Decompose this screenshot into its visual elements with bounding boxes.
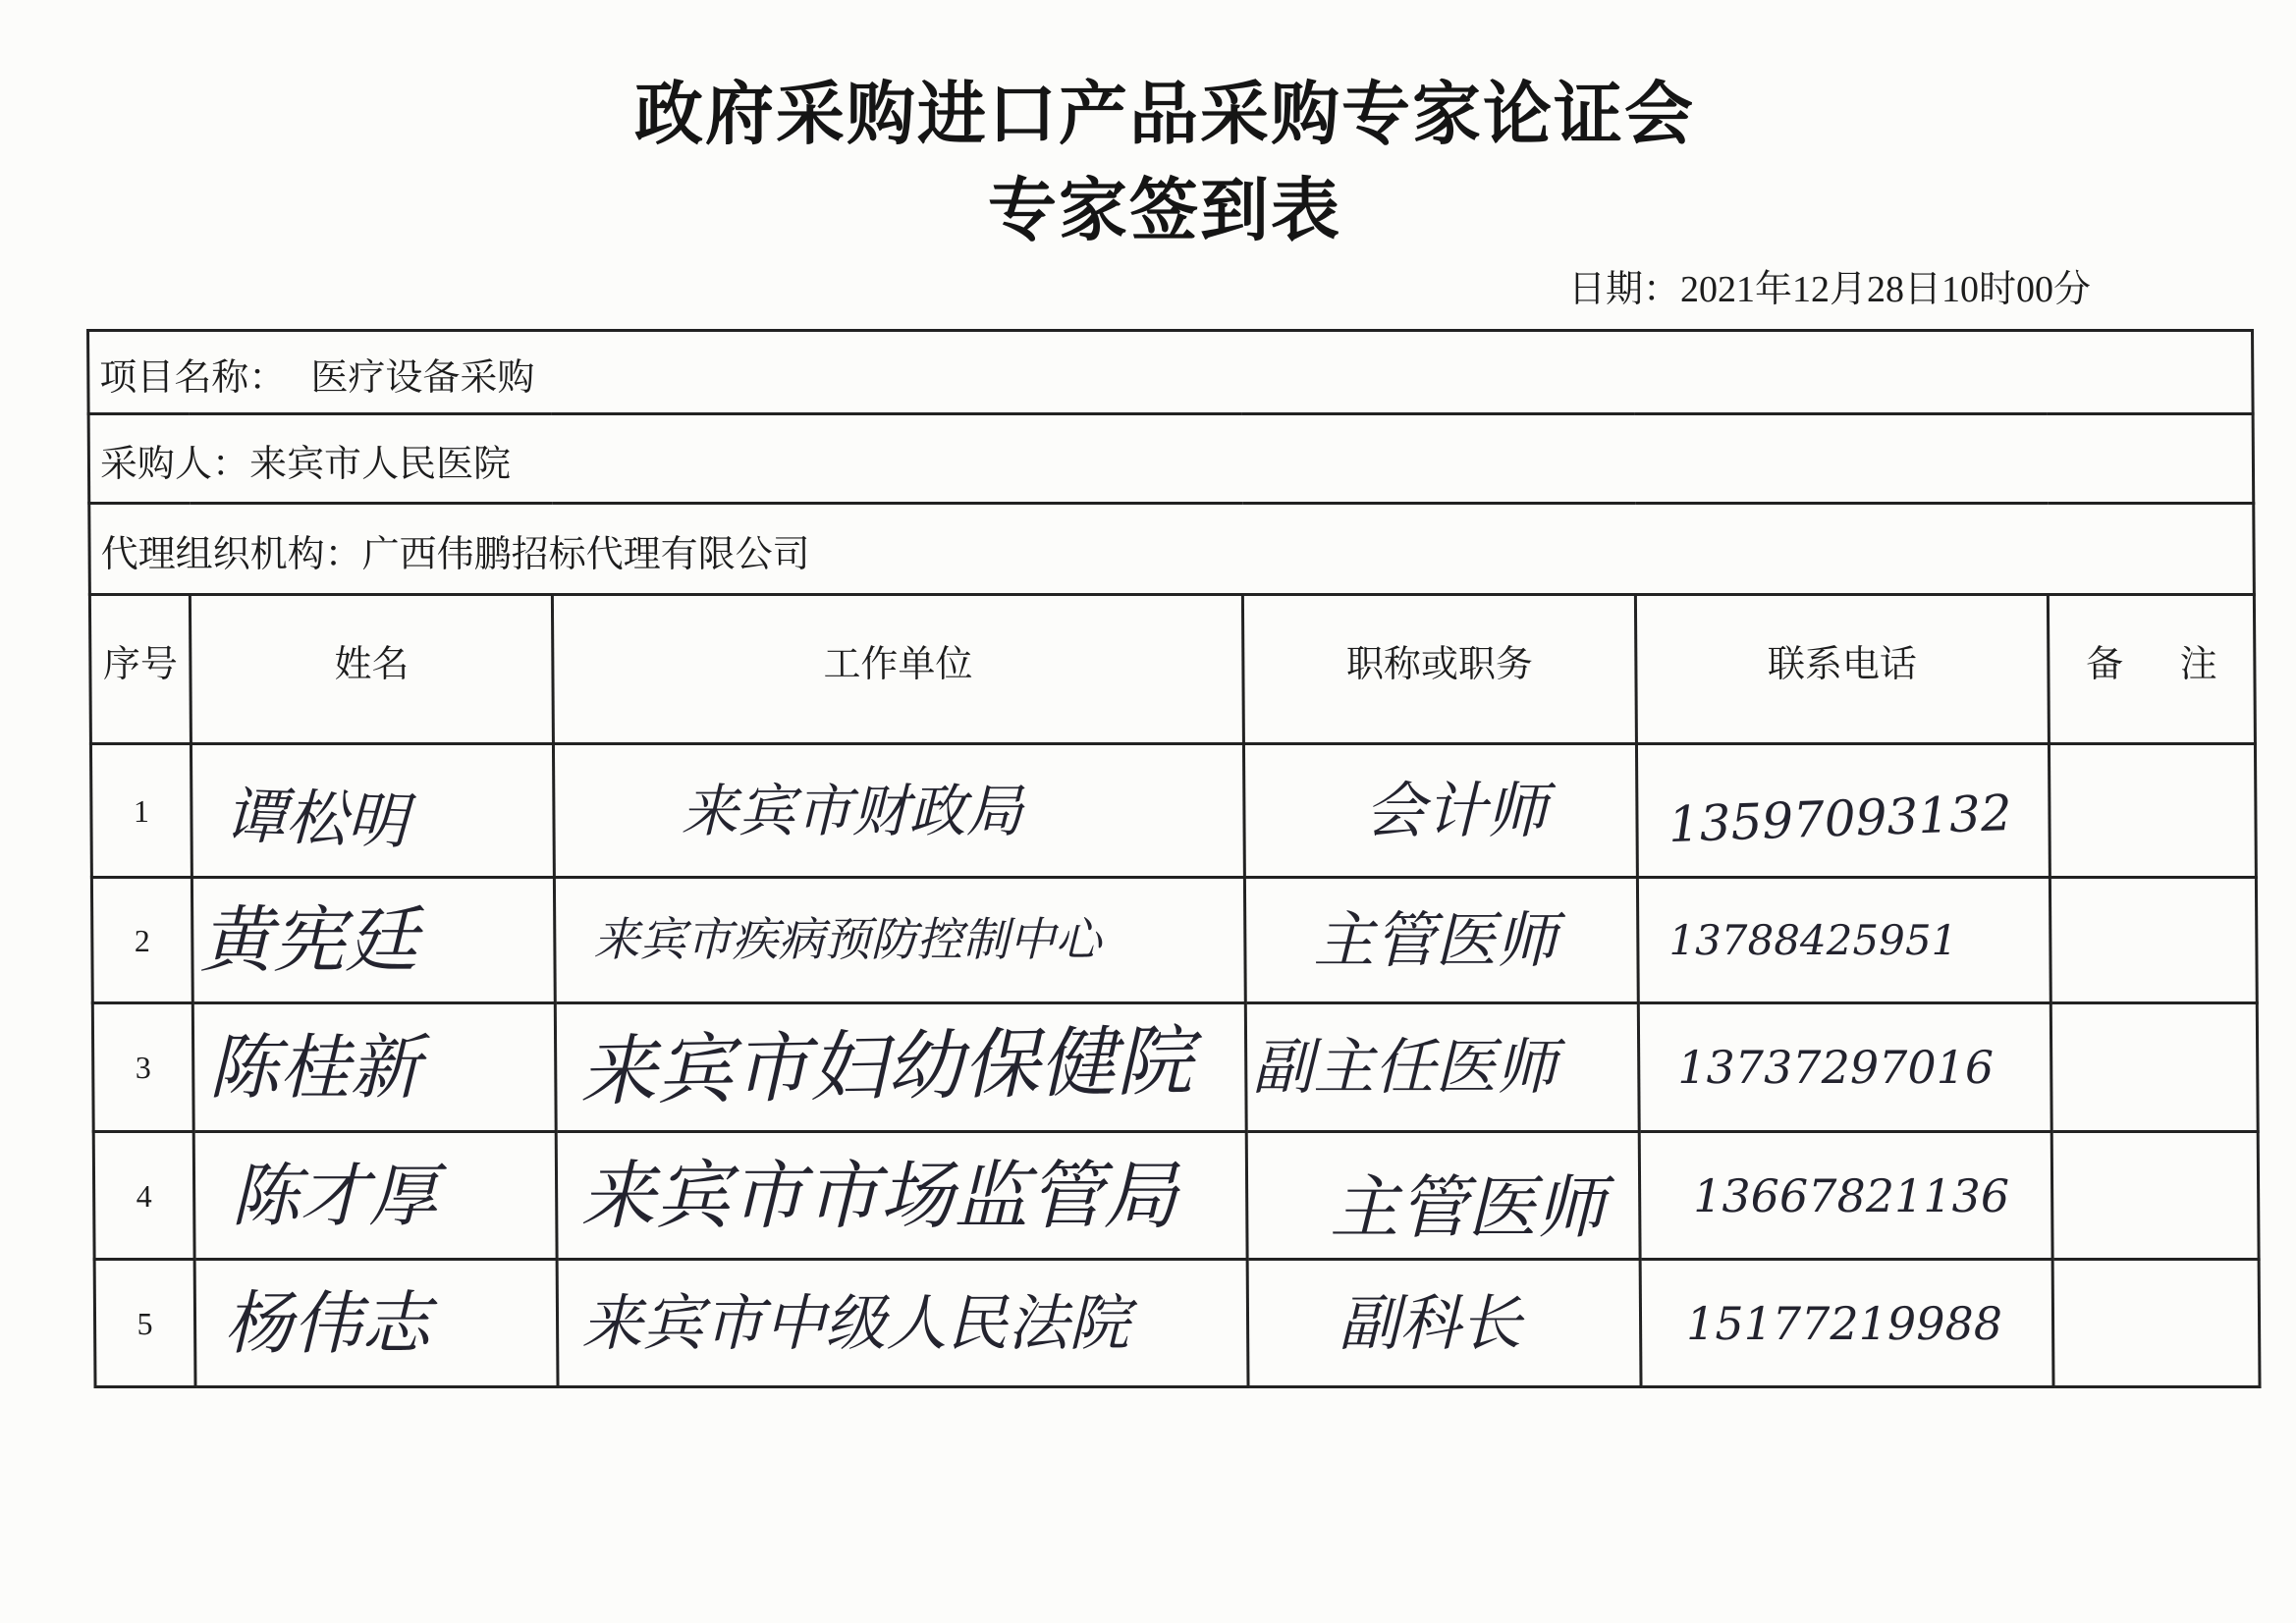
date-value: 2021年12月28日10时00分 (1680, 269, 2092, 310)
date-label: 日期： (1568, 269, 1681, 310)
phone-cell (1638, 1003, 2051, 1132)
phone-cell (1640, 1260, 2053, 1387)
header-remark: 备 注 (2048, 595, 2255, 744)
remark-cell (2051, 1132, 2259, 1260)
title-cell (1247, 1260, 1641, 1387)
remark-cell (2050, 1003, 2258, 1132)
phone-number: 13597093132 (1667, 784, 2013, 853)
sign-in-table (86, 329, 2262, 1388)
name-cell (192, 1003, 556, 1132)
signature-name: 陈才厚 (230, 1155, 438, 1236)
phone-cell (1637, 878, 2050, 1003)
job-title: 主管医师 (1329, 1166, 1606, 1248)
header-name: 姓名 (190, 595, 553, 744)
remark-cell (2052, 1260, 2260, 1387)
signature-name: 杨伟志 (223, 1282, 431, 1364)
title-cell (1244, 878, 1638, 1003)
row-number: 4 (93, 1132, 194, 1260)
row-number: 5 (94, 1260, 195, 1387)
name-cell (194, 1260, 558, 1387)
job-title: 会计师 (1364, 774, 1548, 846)
job-title: 副科长 (1338, 1286, 1522, 1359)
phone-number: 13667821136 (1692, 1168, 2010, 1222)
header-row (89, 595, 2255, 744)
row-number: 1 (90, 744, 191, 878)
phone-number: 15177219988 (1685, 1296, 2003, 1350)
unit-cell (554, 878, 1245, 1003)
work-unit: 来宾市疾病预防控制中心 (593, 913, 1102, 967)
date-line (1568, 269, 2091, 310)
unit-cell (553, 744, 1244, 878)
job-title: 副主任医师 (1251, 1031, 1558, 1103)
project-label: 项目名称： (99, 357, 287, 399)
unit-cell (555, 1003, 1246, 1132)
signature-name: 谭松明 (224, 779, 410, 857)
project-name-row (88, 331, 2254, 414)
header-unit: 工作单位 (552, 595, 1243, 744)
row-number: 2 (91, 878, 192, 1003)
agency-label: 代理组织机构： (100, 534, 362, 575)
signature-name: 黄宪廷 (199, 897, 418, 983)
title-cell (1243, 744, 1637, 878)
title-cell (1246, 1132, 1640, 1260)
table-row (93, 1132, 2259, 1260)
phone-cell (1636, 744, 2050, 878)
phone-number: 13737297016 (1677, 1041, 1995, 1094)
work-unit: 来宾市妇幼保健院 (578, 1017, 1194, 1117)
phone-number: 13788425951 (1668, 915, 1958, 964)
remark-cell (2049, 744, 2256, 878)
purchaser-value: 来宾市人民医院 (248, 444, 512, 485)
header-title: 职称或职务 (1242, 595, 1636, 744)
table-row (91, 878, 2257, 1003)
unit-cell (557, 1260, 1248, 1387)
purchaser-label: 采购人： (99, 444, 250, 485)
name-cell (191, 878, 555, 1003)
page-subtitle: 专家签到表 (988, 172, 1341, 248)
table-row (94, 1260, 2260, 1387)
title-cell (1245, 1003, 1639, 1132)
project-value: 医疗设备采购 (310, 357, 535, 399)
work-unit: 来宾市市场监管局 (579, 1151, 1178, 1239)
purchaser-row (88, 414, 2254, 504)
phone-cell (1639, 1132, 2052, 1260)
row-number: 3 (92, 1003, 193, 1132)
header-phone: 联系电话 (1635, 595, 2049, 744)
job-title: 主管医师 (1313, 903, 1558, 976)
unit-cell (556, 1132, 1247, 1260)
remark-cell (2050, 878, 2257, 1003)
agency-value: 广西伟鹏招标代理有限公司 (361, 534, 810, 575)
work-unit: 来宾市中级人民法院 (580, 1286, 1130, 1359)
work-unit: 来宾市财政局 (681, 777, 1023, 844)
header-no: 序号 (89, 595, 191, 744)
page-title: 政府采购进口产品采购专家论证会 (634, 76, 1695, 152)
name-cell (193, 1132, 557, 1260)
agency-row (89, 504, 2255, 595)
signature-name: 陈桂新 (207, 1026, 421, 1109)
table-row (92, 1003, 2258, 1132)
table-row (90, 744, 2256, 878)
name-cell (191, 744, 554, 878)
